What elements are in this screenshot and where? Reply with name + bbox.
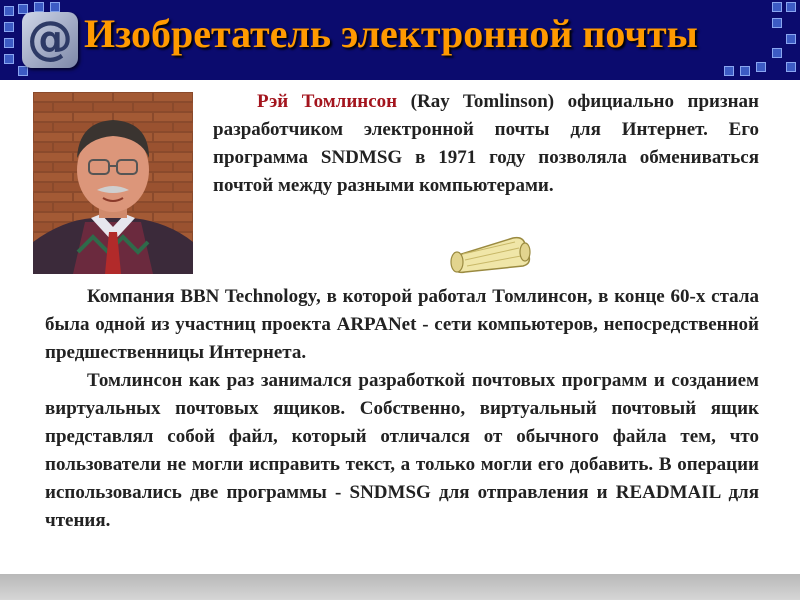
parchment-scroll-icon xyxy=(445,234,531,276)
decor-square xyxy=(786,2,796,12)
decor-square xyxy=(756,62,766,72)
paragraph-inventor xyxy=(213,88,759,200)
decor-square xyxy=(4,38,14,48)
slide-title: Изобретатель электронной почты xyxy=(84,11,698,56)
decor-square xyxy=(740,66,750,76)
paragraph-inventor-text: (Ray Tomlinson) официально признан разработчиком электронной почты для Интернет. Его программа SNDMSG в 1971 году позволяла обмениваться почтой между разными компьютерами. xyxy=(213,91,759,196)
decor-square xyxy=(18,66,28,76)
decor-square xyxy=(772,18,782,28)
decor-square xyxy=(772,48,782,58)
decor-square xyxy=(4,6,14,16)
decor-square xyxy=(786,62,796,72)
decor-square xyxy=(4,22,14,32)
at-sign-icon xyxy=(22,12,78,68)
paragraph-bbn: Компания BBN Technology, в которой работал Томлинсон, в конце 60-х стала была одной из участниц проекта ARPANet - сети компьютеров, непосредственной предшественницы Интернета. xyxy=(45,286,759,363)
portrait-photo xyxy=(33,92,193,274)
decor-square xyxy=(4,54,14,64)
inventor-name: Рэй Томлинсон xyxy=(257,91,398,112)
slide-footer-bar xyxy=(0,574,800,600)
decor-square xyxy=(772,2,782,12)
at-sign-symbol: @ xyxy=(27,11,73,65)
paragraph-mailbox: Томлинсон как раз занимался разработкой почтовых программ и созданием виртуальных почтовых ящиков. Собственно, виртуальный почтовый ящик представлял собой файл, который отличался от обычного файла тем, что пользователи не могли исправить текст, а только могли его добавить. В операции использовались две программы - SNDMSG для отправления и READMAIL для чтения. xyxy=(45,370,759,531)
decor-square xyxy=(786,34,796,44)
decor-square xyxy=(724,66,734,76)
slide-header xyxy=(0,0,800,80)
